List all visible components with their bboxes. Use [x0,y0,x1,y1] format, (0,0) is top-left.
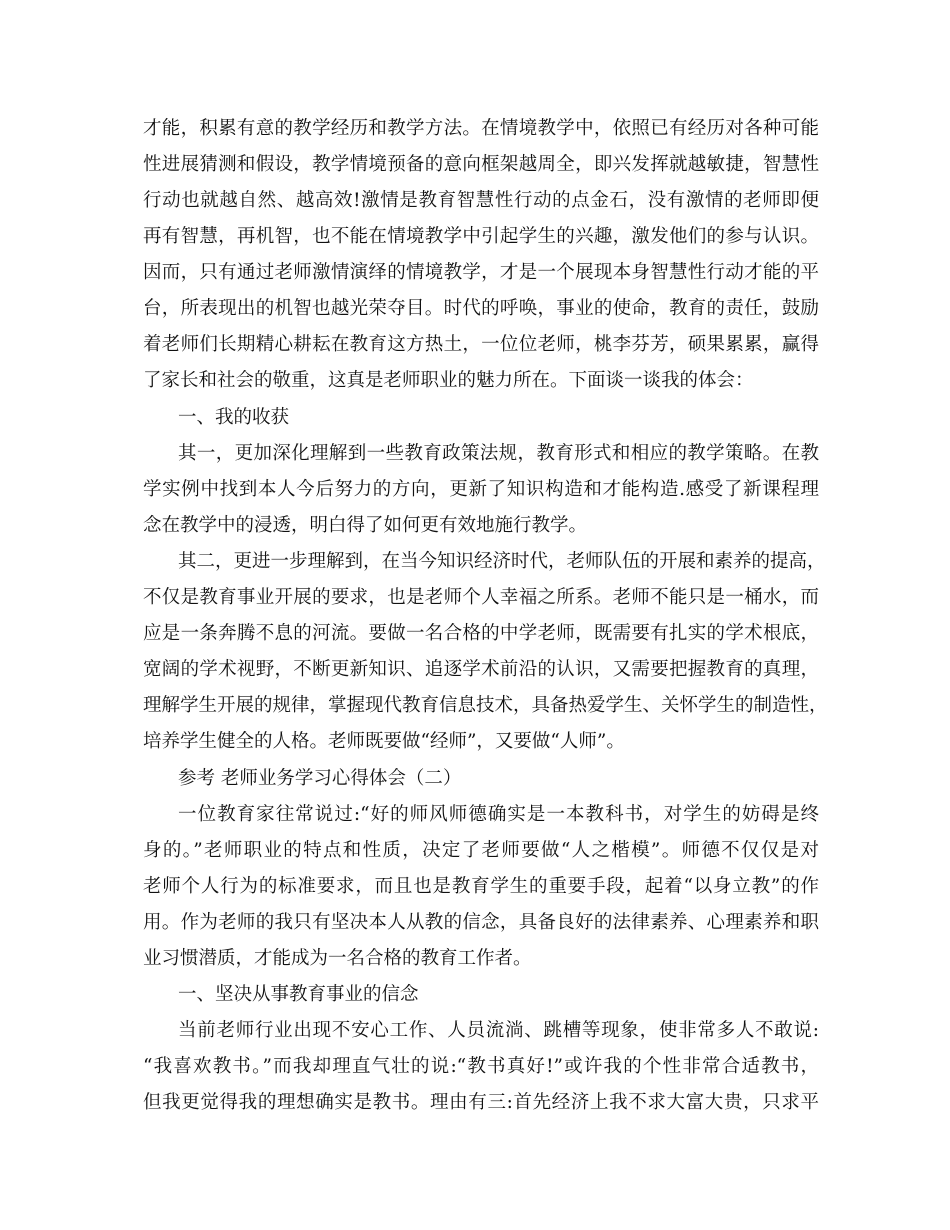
text-line: 一位教育家往常说过:“好的师风师德确实是一本教科书，对学生的妨碍是终 [178,804,819,825]
text-line: “我喜欢教书。”而我却理直气壮的说:“教书真好!”或许我的个性非常合适教书， [143,1056,819,1077]
section-heading: 一、坚决从事教育事业的信念 [178,984,419,1005]
text-line: 应是一条奔腾不息的河流。要做一名合格的中学老师，既需要有扎实的学术根底， [143,623,819,644]
text-line: 念在教学中的浸透，明白得了如何更有效地施行教学。 [143,515,588,536]
text-line: 了家长和社会的敬重，这真是老师职业的魅力所在。下面谈一谈我的体会： [143,370,754,391]
text-line: 培养学生健全的人格。老师既要做“经师”，又要做“人师”。 [143,731,625,752]
text-line: 学实例中找到本人今后努力的方向，更新了知识构造和才能构造.感受了新课程理 [143,479,819,500]
text-line: 理解学生开展的规律，掌握现代教育信息技术，具备热爱学生、关怀学生的制造性， [143,695,828,716]
section-heading: 一、我的收获 [178,407,290,428]
text-line: 着老师们长期精心耕耘在教育这方热土，一位位老师，桃李芬芳，硕果累累，赢得 [143,334,819,355]
text-line: 行动也就越自然、越高效!激情是教育智慧性行动的点金石，没有激情的老师即便 [143,190,819,211]
text-line: 台，所表现出的机智也越光荣夺目。时代的呼唤，事业的使命，教育的责任，鼓励 [143,298,819,319]
text-line: 因而，只有通过老师激情演绎的情境教学，才是一个展现本身智慧性行动才能的平 [143,262,819,283]
text-line: 业习惯潜质，才能成为一名合格的教育工作者。 [143,948,532,969]
text-line: 用。作为老师的我只有坚决本人从教的信念，具备良好的法律素养、心理素养和职 [143,912,819,933]
text-line: 身的。”老师职业的特点和性质，决定了老师要做“人之楷模”。师德不仅仅是对 [143,840,819,861]
text-line: 宽阔的学术视野，不断更新知识、追逐学术前沿的认识，又需要把握教育的真理， [143,659,819,680]
text-line: 当前老师行业出现不安心工作、人员流淌、跳槽等现象，使非常多人不敢说: [178,1020,819,1041]
text-line: 再有智慧，再机智，也不能在情境教学中引起学生的兴趣，激发他们的参与认识。 [143,226,819,247]
text-line: 性进展猜测和假设，教学情境预备的意向框架越周全，即兴发挥就越敏捷，智慧性 [143,154,819,175]
text-line: 老师个人行为的标准要求，而且也是教育学生的重要手段，起着“以身立教”的作 [143,876,819,897]
text-line: 不仅是教育事业开展的要求，也是老师个人幸福之所系。老师不能只是一桶水，而 [143,587,819,608]
text-line: 其一，更加深化理解到一些教育政策法规，教育形式和相应的教学策略。在教 [178,443,819,464]
text-line: 但我更觉得我的理想确实是教书。理由有三:首先经济上我不求大富大贵，只求平 [143,1092,819,1113]
text-line: 其二，更进一步理解到，在当今知识经济时代，老师队伍的开展和素养的提高， [178,551,826,572]
text-line: 才能，积累有意的教学经历和教学方法。在情境教学中，依照已有经历对各种可能 [143,118,819,139]
section-heading: 参考 老师业务学习心得体会（二） [178,768,462,789]
